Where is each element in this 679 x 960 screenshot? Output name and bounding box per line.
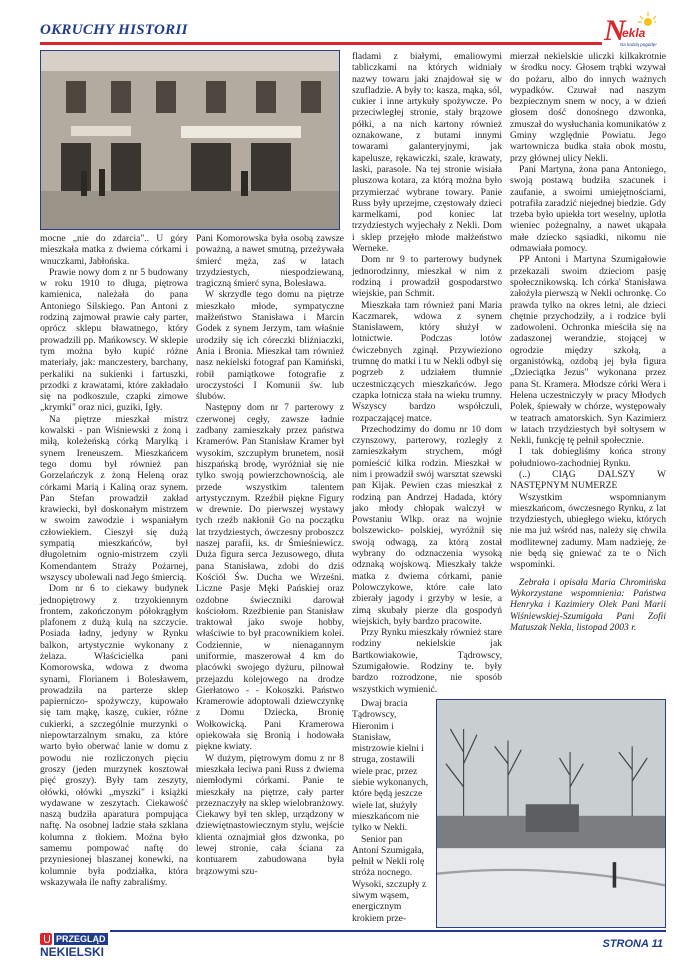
paragraph: Pani Komorowska była osobą zawsze poważną, a nawet smutną, przeżywała śmierć męża, zaś w latach trzydziestych, niespodziewaną, tragiczną śmierć syna, Bolesława.: [196, 233, 344, 290]
logo-wordmark: ekla: [622, 26, 646, 40]
nekla-logo: [602, 12, 662, 52]
footer-divider: [110, 930, 666, 932]
paragraph: Przechodzimy do domu nr 10 dom czynszowy, parterowy, rozległy z zamieszkałym strychem, mógł pomieścić kilka rodzin. Mieszkał w nim i prowadził swój warsztat szewski pan Kijak. Pewien czas mieszkał z rodziną pan Andrzej Hadada, który jako młody chłopak walczył w Powstaniu Wlkp. oraz na wojnie bolszewicko- polskiej, wyróżnił się swoją odwagą, za którą został wybrany do odznaczenia wysoką odznaką wojskową. Mieszkały także matka z dwiema córkami, panie Polowczykowe, które całe lato zbierały jagody i grzyby w lesie, a zimą skubały pierze dla gospodyń wiejskich, były bardzo pracowite.: [352, 423, 502, 627]
article-column-3: [352, 51, 502, 695]
brand-line-1: PRZEGLĄD: [56, 934, 106, 944]
paragraph: W skrzydle tego domu na piętrze mieszkało młode, sympatyczne małżeństwo Stanisława i Marcin Godek z synem Jerzym, tam właśnie urodziły się ich córeczki bliźniaczki, Ania i Bronia. Mieszkał tam również nasz nekielski fotograf pan Kamiński, robił pamiątkowe fotografie z uroczystości I Komunii św. lub ślubów.: [196, 289, 344, 403]
logo-tagline: Na każdą pogodę!: [620, 42, 657, 47]
paragraph: Senior pan Antoni Szumigała, pełnił w Nekli rolę stróża nocnego. Wysoki, szczupły z siwym wąsem, energicznym krokiem prze-: [352, 833, 427, 924]
townhouse-illustration: [41, 51, 339, 229]
article-column-1: [40, 233, 188, 888]
anchor-icon: [40, 933, 52, 945]
winter-illustration: [437, 700, 665, 927]
paragraph: I tak dobiegliśmy końca strony południowo-zachodniej Rynku.: [510, 446, 666, 469]
paragraph: Mieszkała tam również pani Maria Kaczmarek, wdowa z synem Stanisławem, który służył w lotnictwie. Podczas lotów ćwiczebnych zginął. Przywieziono trumnę do matki i tu w Nekli odbył się pogrzeb z udziałem tłumnie uczestniczących mieszkańców. Jego czapka lotnicza stała na wieku trumny. Wszyscy bardzo współczuli, rozpaczającej matce.: [352, 299, 502, 424]
winter-street-photo: [436, 699, 666, 928]
author-credits: Zebrała i opisała Maria Chromińska Wykorzystane wspomnienia: Państwa Henryka i Kazimiery Olek Pani Marii Wiśniewskiej-Szumigała Pani Zofii Matuszak Nekla, listopad 2003 r.: [510, 576, 666, 633]
paragraph: Prawie nowy dom z nr 5 budowany w roku 1910 to długa, piętrowa kamienica, należała do pana Antoniego Silskiego. Pan Antoni z rodziną zajmował prawie cały parter, oprócz sklepu bławatnego, który prowadzili pp. Mańkowscy. W sklepie tym można było kupić różne materiały, jak: manczestery, barchany, perkaliki na sukienki i fartuszki, przodki z krawatami, które zakładało się na podkoszule, czapki zimowe „krymki" oraz nici, guziki, Igły.: [40, 266, 188, 414]
continued-note: (..) CIĄG DALSZY W NASTĘPNYM NUMERZE: [510, 468, 666, 492]
article-column-2: [196, 233, 344, 877]
sun-icon: [636, 12, 656, 26]
paragraph: Dom nr 6 to ciekawy budynek jednopiętrowy z trzyokiennym frontem, zakończonym półokrągłym plafonem z dużą kulą na szczycie. Posiada ładny, jedyny w Rynku balkon, artystycznie wykonany z żelaza. Właścicielka pani Komorowska, wdowa z dwoma synami, Florianem i Bolesławem, prowadziła na parterze sklep papierniczo- spożywczy, kupowało się tam mąkę, kaszę, cukier, różne cukierki, a szczególnie murzynki o niepowtarzalnym smaku, za które warto było oberwać lanie w domu z powodu nie rozliczonych pięciu groszy (jeden murzynek kosztował pięć groszy). Były tam zeszyty, ołówki, ołówki „myszki" i książki wydawane w zeszytach. Ciekawość naszą budziła aparatura pompująca naftę. Na osobnej ladzie stała szklana kolumna z tłokiem. Można było samemu pompować naftę do przyniesionej blaszanej konewki, na kolumnie była podziałka, która wskazywała ile nafty zabraliśmy.: [40, 583, 188, 888]
paragraph: Pani Martyna, żona pana Antoniego, swoją postawą budziła szacunek i zaufanie, a swoimi umiejętnościami, potrafiła zaradzić niejednej biedzie. Gdy trzeba było upiekła tort weselny, uplotła wieniec pożegnalny, a nawet ukąpała małe dziecko sąsiadki, nikomu nie odmawiała pomocy.: [510, 163, 666, 255]
article-column-3-narrow: [352, 698, 430, 924]
paragraph: Na piętrze mieszkał mistrz kowalski - pan Wiśniewski z żoną i miłą, koleżeńską córką Marylką i synem Ireneuszem. Mieszkańcem tego domu był również pan Gorzelańczyk z żoną Heleną oraz córkami Marią i Kaliną oraz synem. Pan Stefan prowadził zakład krawiecki, był doskonałym mistrzem w swoim zawodzie i wspaniałym człowiekiem. Cieszył się dużą sympatią mieszkańców, był długoletnim ognio-mistrzem czyli Komendantem Straży Pożarnej, wszyscy ubolewali nad Jego śmiercią.: [40, 413, 188, 583]
header-divider: [40, 42, 602, 45]
paragraph: W dużym, piętrowym domu z nr 8 mieszkała leciwa pani Russ z dwiema niemłodymi córkami. Panie te mieszkały na piętrze, cały parter przeznaczyły na sklep wielobranżowy. Ciekawy był ten sklep, urządzony w dziewiętnastowiecznym stylu, wejście klienta oznajmiał głos dzwonka, po lewej stronie, cała ściana za kontuarem zabudowana była brązowymi szu-: [196, 752, 345, 877]
paragraph: Następny dom nr 7 parterowy z czerwonej cegły, zawsze ładnie zadbany zamieszkały przez państwa Kramerów. Pan Stanisław Kramer był wysokim, szczupłym brunetem, nosił hiszpańską brodę, wyróżniał się nie tylko swoją powierzchownością, ale przede wszystkim talentem artystycznym. Rzeźbił piękne Figury w drewnie. Do pierwszej wystawy tych rzeźb nakłonił Go na początku lat trzydziestych, ówczesny proboszcz naszej parafii, ks. dr Śmieśniewicz. Duża figura serca Jezusowego, dłuta pana Stanisława, zdobi do dziś Kościół Św. Ducha we Wrześni. Liczne Pasje Męki Pańskiej oraz ozdobne świeczniki darował kościołom. Rzeźbienie pan Stanisław traktował jako swoje hobby, właściwie to był pracownikiem kolei. Codziennie, w nienagannym uniformie, maszerował 4 km do placówki swojego dyżuru, pilnował przejazdu kolejowego na drodze Gierłatowo - - Kokoszki. Państwo Kramerowie adoptowali dziewczynkę z Domu Dziecka, Bronię Wołkowicką. Pani Kramerowa opiekowała się Bronią i hodowała piękne kwiaty.: [196, 402, 344, 753]
brand-line-2: NEKIELSKI: [40, 945, 105, 959]
paragraph: Wszystkim wspomnianym mieszkańcom, ówczesnego Rynku, z lat trzydziestych, ubiegłego wieku, których nie ma już wśród nas, należy się chwila modlitewnej zadumy. Mam nadzieję, że nie będą się gniewać za te o Nich wspominki.: [510, 491, 666, 571]
article-column-4: [510, 51, 666, 633]
paragraph: Przy Rynku mieszkały również stare rodziny nekielskie jak Bartkowiakowie, Tądrowscy, Szumigałowie. Rodziny te. były bardzo rozrodzone, nie sposób wszystkich wymienić.: [352, 627, 502, 695]
paragraph: mocne „nie do zdarcia".. U góry mieszkała matka z dwiema córkami i wnuczkami, Jabłońska.: [40, 233, 188, 267]
paragraph: mierzał nekielskie uliczki kilkakrotnie w środku nocy. Głosem trąbki wzywał do pożaru, albo do innych ważnych wypadków. Czuwał nad naszym bezpiecznym snem w nocy, a w dzień głosem dość donośnego dzwonka, zmuszał do wysłuchania komunikatów z Gminy względnie Powiatu. Jego wartownicza budka stała obok mostu, przy głównej ulicy Nekli.: [510, 51, 666, 164]
historic-townhouse-photo: [40, 50, 340, 230]
paragraph: Dom nr 9 to parterowy budynek jednorodzinny, mieszkał w nim z rodziną i prowadził gospodarstwo wiejskie, pan Schmit.: [352, 254, 502, 300]
section-title: OKRUCHY HISTORII: [40, 22, 188, 38]
logo-letter: N: [604, 14, 626, 47]
page-number: STRONA 11: [602, 938, 663, 950]
paragraph: PP Antoni i Martyna Szumigałowie przekazali swoim dzieciom pasję społecznikowską. Ich córka' Stanisława założyła pierwszą w Nekli ochronkę. Co prawda tylko na okres letni, ale dzieci chętnie przychodziły, a i rodzice byli zadowoleni. Ochronka mieściła się na zadaszonej werandzie, stojącej w ogrodzie między szkołą, a organistówką, ozdobą jej była figura „Dzieciątka Jezus" wykonana przez pana St. Kramera. Młodsze córki Wera i Helena uczestniczyły w pracy Młodych Polek, śpiewały w chórze, występowały w teatrach amatorskich. Syn Kazimierz w latach trzydziestych był sołtysem w Nekli, funkcję tę pełnił społecznie.: [510, 254, 666, 447]
paragraph: fladami z białymi, emaliowymi tabliczkami na których widniały nazwy towaru jaki znajdował się w szufladzie. A były to: kasza, mąka, sól, cukier i inne artykuły spożywcze. Po przeciwległej stronie, stały brązowe półki, a na nich kartony również oznakowane, z butami innymi towarami galanteryjnymi, jak kapelusze, rękawiczki, szale, krawaty, laski, parasole. Na tej stronie wisiała pluszowa kotara, za którą można było przymierzać wybrane towary. Panie Russ były uprzejme, częstowały dzieci karmelkami, pod koniec lat trzydziestych wyjechały z Nekli. Dom i sklep przejęło młode małżeństwo Werneke.: [352, 51, 502, 255]
paragraph: Dwaj bracia Tądrowscy, Hieronim i Stanisław, mistrzowie kielni i struga, zostawili wiele prac, przez siebie wykonanych, które będą jeszcze wiele lat, służyły mieszkańcom nie tylko w Nekli.: [352, 698, 429, 834]
